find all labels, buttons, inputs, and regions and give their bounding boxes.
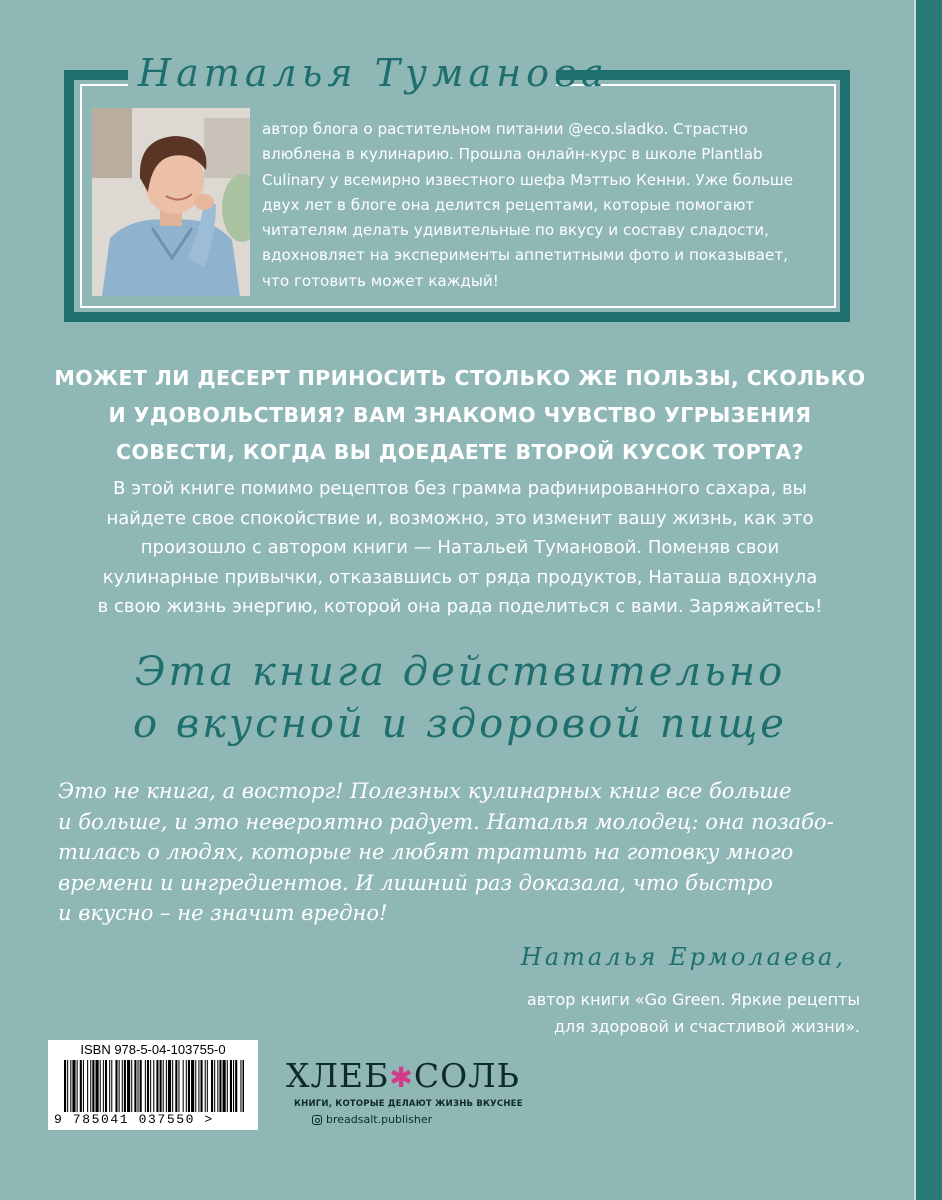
reviewer-name: Наталья Ермолаева, — [520, 943, 846, 971]
paragraph-line: кулинарные привычки, отказавшись от ряда продуктов, Наташа вдохнула — [102, 566, 818, 588]
review-line: и больше, и это невероятно радует. Наталья молодец: она позабо- — [58, 809, 834, 834]
author-photo — [92, 108, 250, 296]
bio-line: вдохновляет на эксперименты аппетитными фото и показывает, — [262, 246, 789, 265]
description-paragraph — [40, 474, 880, 622]
bio-line: что готовить может каждый! — [262, 271, 499, 290]
review-line: времени и ингредиентов. И лишний раз доказала, что быстро — [58, 870, 773, 895]
author-bio — [262, 117, 822, 294]
paragraph-line: найдете свое спокойствие и, возможно, это изменит вашу жизнь, как это — [106, 507, 814, 529]
paragraph-line: в свою жизнь энергию, которой она рада поделиться с вами. Заряжайтесь! — [97, 596, 823, 617]
headline-line: МОЖЕТ ЛИ ДЕСЕРТ ПРИНОСИТЬ СТОЛЬКО ЖЕ ПОЛЬЗЫ, СКОЛЬКО — [54, 366, 866, 390]
reviewer-credit-line: для здоровой и счастливой жизни». — [553, 1017, 860, 1036]
publisher-logo-right: СОЛЬ — [413, 1056, 520, 1095]
script-quote-line: о вкусной и здоровой пище — [133, 701, 787, 747]
publisher-handle: breadsalt.publisher — [326, 1113, 433, 1126]
barcode-number: 9 785041 037550 > — [54, 1112, 214, 1127]
barcode — [48, 1040, 258, 1130]
publisher-star-icon: ✱ — [389, 1061, 414, 1094]
paragraph-line: В этой книге помимо рецептов без грамма рафинированного сахара, вы — [113, 478, 807, 499]
review-line: и вкусно – не значит вредно! — [58, 901, 388, 925]
paragraph-line: произошло с автором книги — Натальей Тумановой. Поменяв свои — [140, 537, 780, 558]
publisher-logo-left: ХЛЕБ — [286, 1056, 390, 1095]
reviewer-credit — [420, 986, 860, 1040]
bio-line: двух лет в блоге она делится рецептами, которые помогают — [262, 195, 755, 214]
review-line: Это не книга, а восторг! Полезных кулинарных книг все больше — [58, 779, 792, 803]
headline-line: И УДОВОЛЬСТВИЯ? ВАМ ЗНАКОМО ЧУВСТВО УГРЫЗЕНИЯ — [108, 403, 812, 427]
reviewer-credit-line: автор книги «Go Green. Яркие рецепты — [526, 990, 860, 1009]
script-quote-line: Эта книга действительно — [134, 649, 786, 695]
isbn-label: ISBN 978-5-04-103755-0 — [80, 1042, 226, 1057]
script-quote — [60, 646, 860, 750]
review-text — [58, 776, 858, 929]
bio-line: влюблена в кулинарию. Прошла онлайн-курс в школе Plantlab — [262, 145, 763, 164]
headline — [40, 360, 880, 471]
book-spine-edge — [914, 0, 942, 1200]
review-line: тилась о людях, которые не любят тратить на готовку много — [58, 840, 794, 864]
author-name: Наталья Туманова — [138, 51, 609, 95]
instagram-icon — [312, 1115, 322, 1125]
publisher-tagline: КНИГИ, КОТОРЫЕ ДЕЛАЮТ ЖИЗНЬ ВКУСНЕЕ — [294, 1099, 523, 1109]
headline-line: СОВЕСТИ, КОГДА ВЫ ДОЕДАЕТЕ ВТОРОЙ КУСОК ТОРТА? — [116, 440, 804, 464]
barcode-bars — [64, 1060, 244, 1112]
bio-line: Culinary у всемирно известного шефа Мэттью Кенни. Уже больше — [262, 170, 794, 189]
publisher-logo — [286, 1056, 520, 1096]
bio-line: автор блога о растительном питании @eco.sladko. Страстно — [262, 120, 748, 138]
bio-line: читателям делать удивительные по вкусу и составу сладости, — [262, 221, 769, 240]
